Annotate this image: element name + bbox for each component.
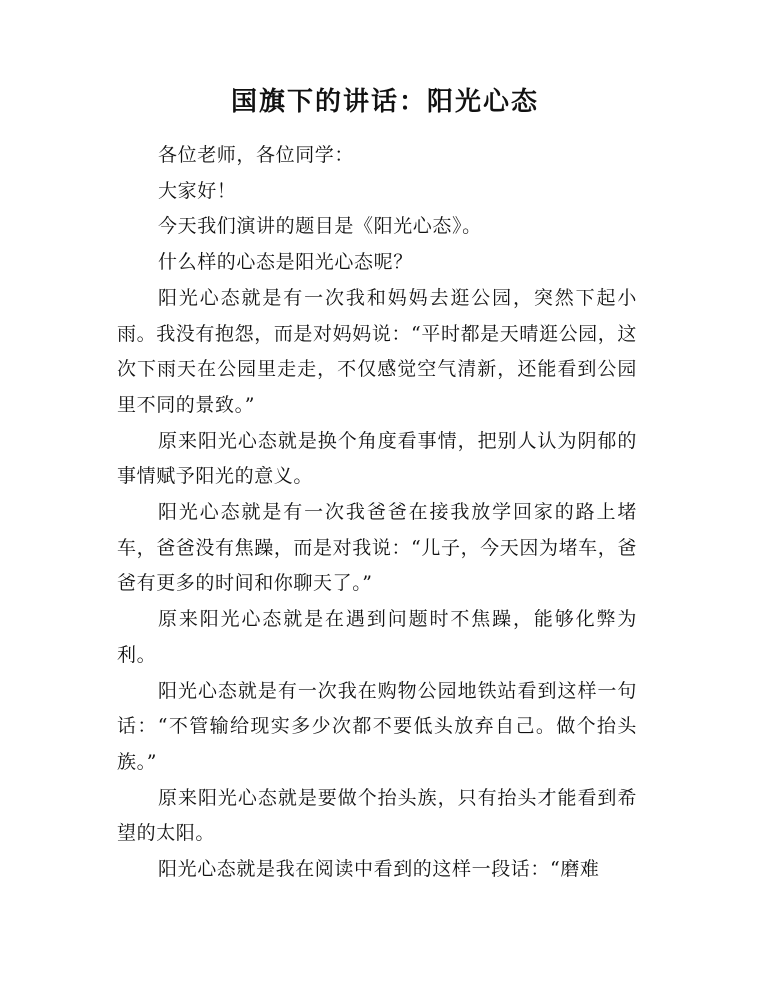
- paragraph-traffic-meaning: 原来阳光心态就是在遇到问题时不焦躁，能够化弊为利。: [117, 608, 637, 666]
- paragraph-greeting: 各位老师，各位同学：: [158, 144, 355, 166]
- paragraph-traffic-story: 阳光心态就是有一次我爸爸在接我放学回家的路上堵车，爸爸没有焦躁，而是对我说：“儿子，今天因为堵车，爸爸有更多的时间和你聊天了。”: [117, 501, 637, 595]
- paragraph-reading-story: 阳光心态就是我在阅读中看到的这样一段话：“磨难: [158, 858, 600, 881]
- paragraph-park-meaning: 原来阳光心态就是换个角度看事情，把别人认为阴郁的事情赋予阳光的意义。: [117, 429, 637, 488]
- document-title: 国旗下的讲话：阳光心态: [230, 87, 539, 117]
- paragraph-subway-story: 阳光心态就是有一次我在购物公园地铁站看到这样一句话：“不管输给现实多少次都不要低头放弃自己。做个抬头族。”: [117, 679, 637, 773]
- paragraph-topic: 今天我们演讲的题目是《阳光心态》。: [158, 215, 482, 238]
- paragraph-park-story: 阳光心态就是有一次我和妈妈去逛公园，突然下起小雨。我没有抱怨，而是对妈妈说：“平时都是天晴逛公园，这次下雨天在公园里走走，不仅感觉空气清新，还能看到公园里不同的景致。”: [117, 286, 637, 416]
- paragraph-hello: 大家好！: [158, 179, 237, 202]
- paragraph-question: 什么样的心态是阳光心态呢？: [158, 251, 413, 274]
- document-body: [117, 138, 637, 888]
- paragraph-subway-meaning: 原来阳光心态就是要做个抬头族，只有抬头才能看到希望的太阳。: [117, 786, 637, 845]
